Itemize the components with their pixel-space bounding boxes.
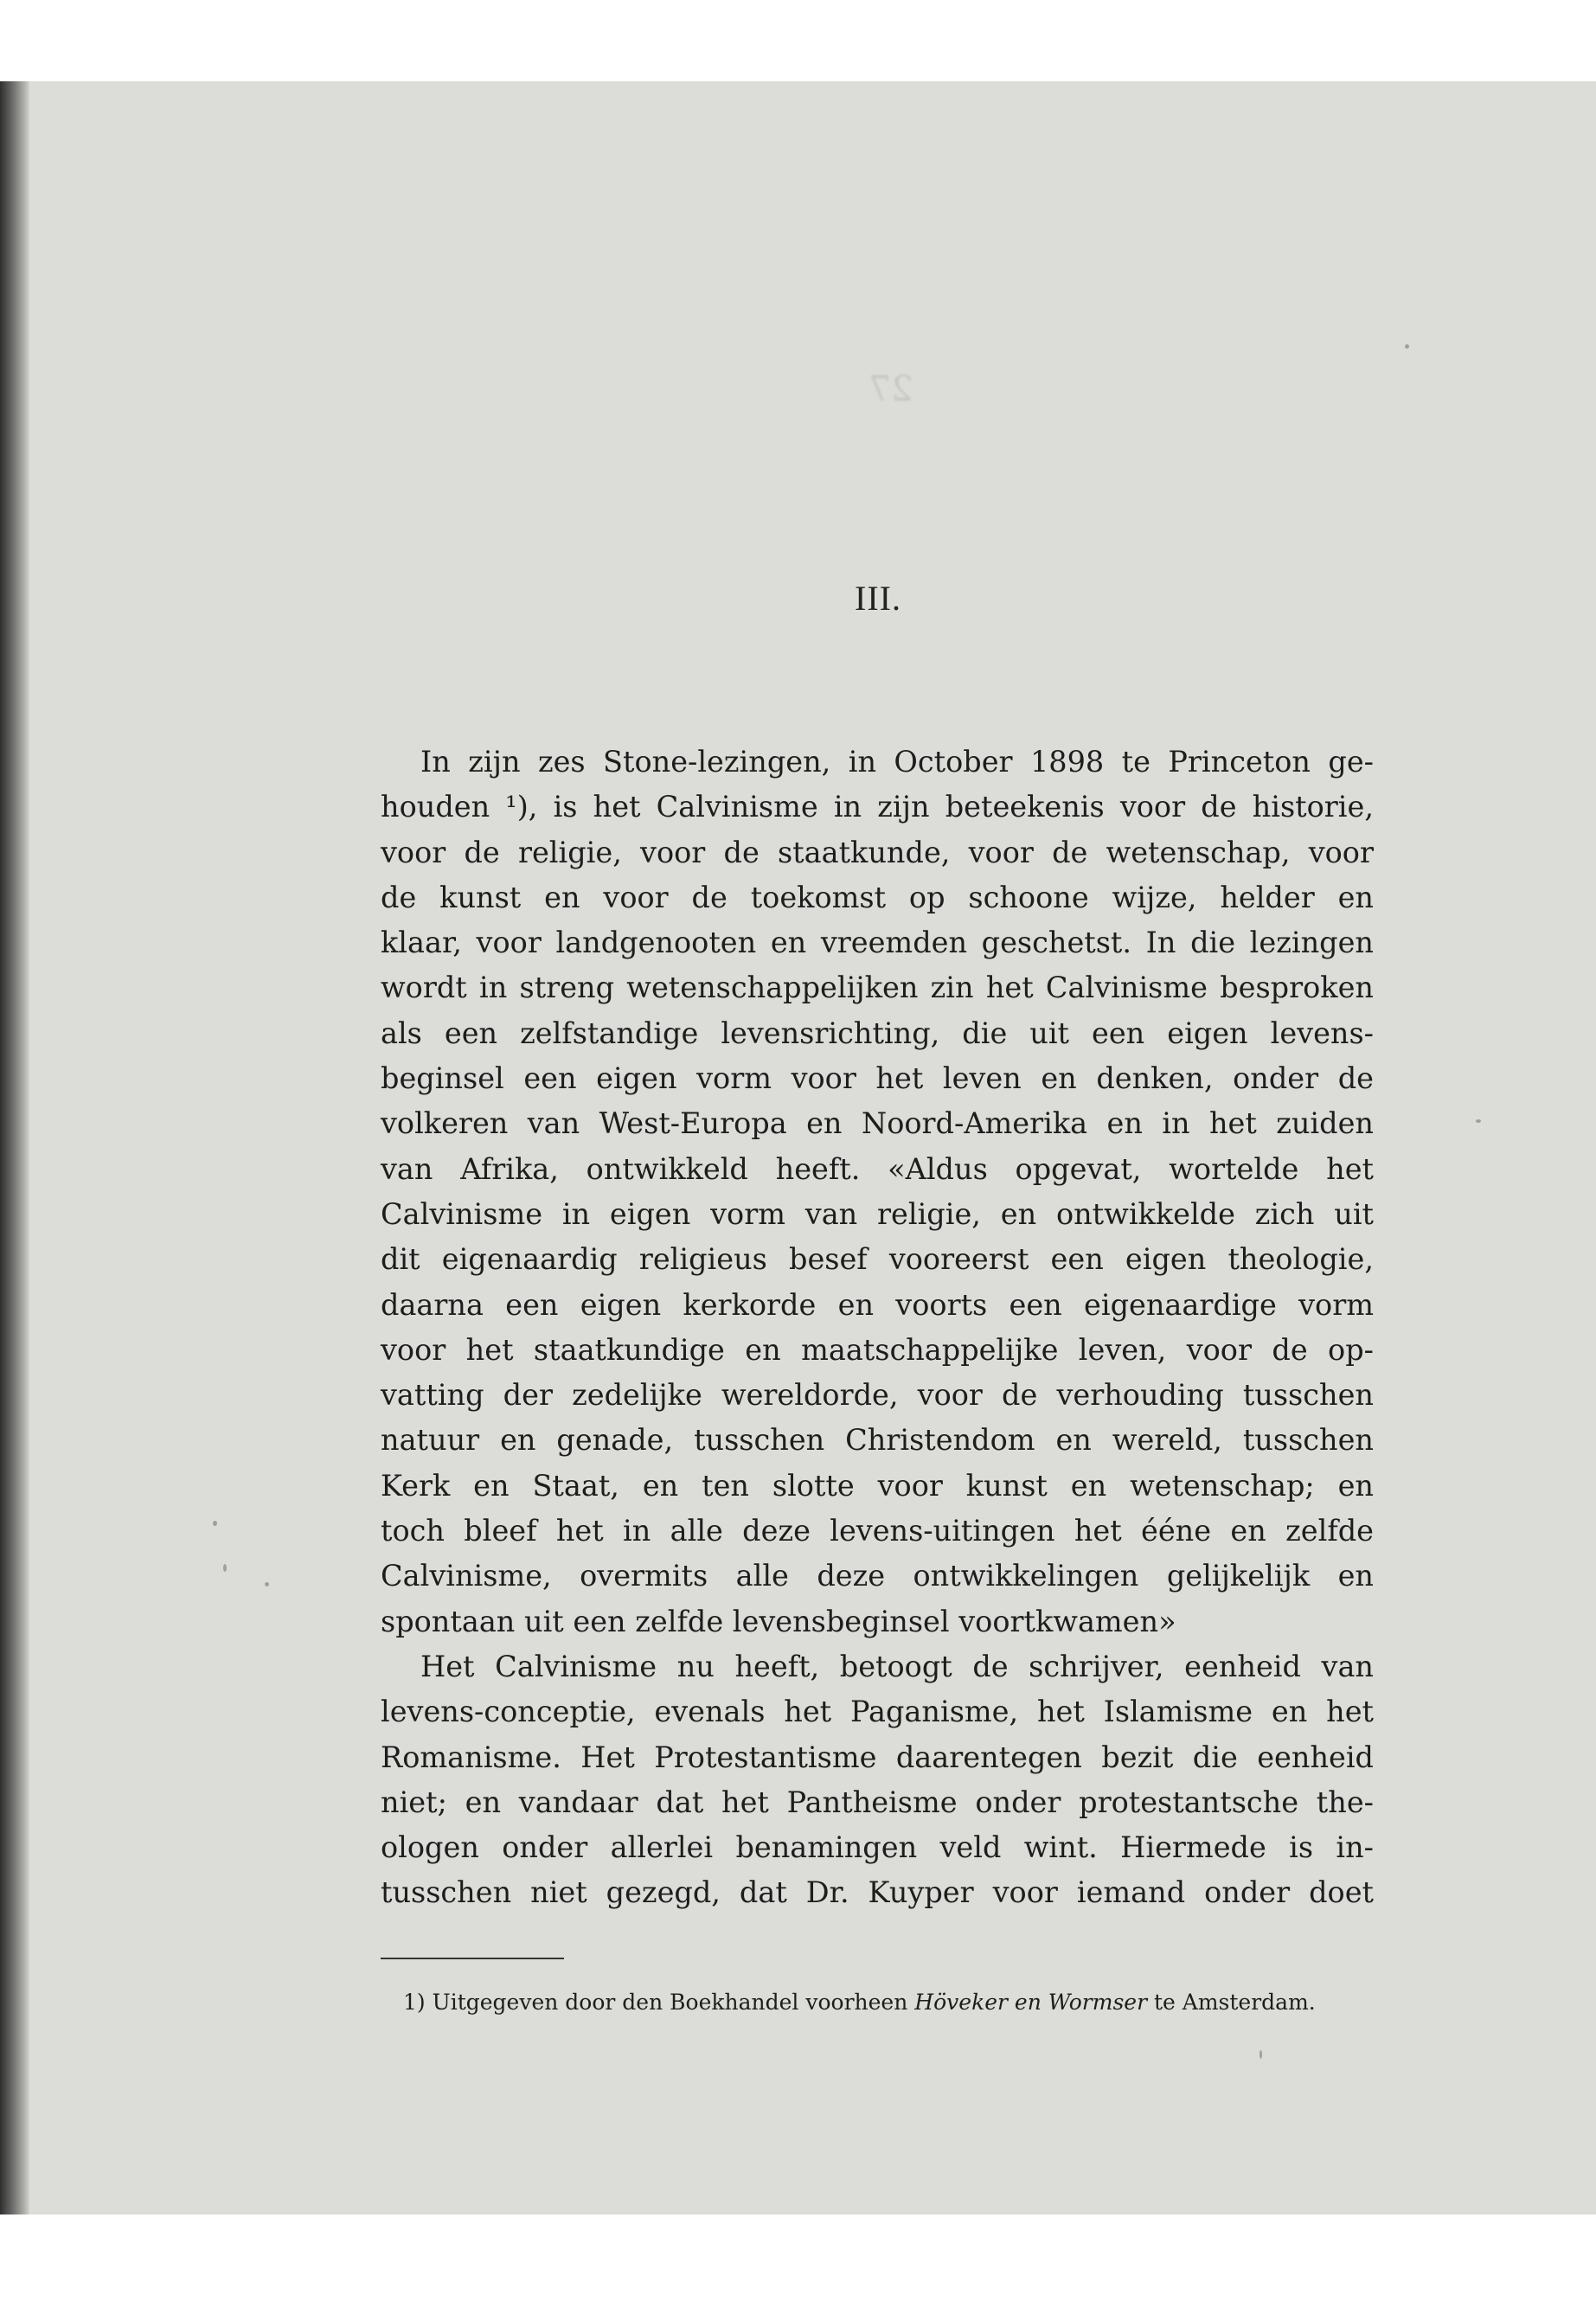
text-line: Kerk en Staat, en ten slotte voor kunst en wetenschap; en: [381, 1468, 1374, 1503]
footnote-location: te Amsterdam.: [1154, 1990, 1316, 2015]
text-line: beginsel een eigen vorm voor het leven en denken, onder de: [381, 1061, 1374, 1096]
text-line: de kunst en voor de toekomst op schoone wijze, helder en: [381, 880, 1374, 914]
text-line: wordt in streng wetenschappelijken zin het Calvinisme besproken: [381, 971, 1374, 1005]
text-line: tusschen niet gezegd, dat Dr. Kuyper voor iemand onder doet: [381, 1875, 1374, 1910]
text-line: Het Calvinisme nu heeft, betoogt de schrijver, eenheid van: [420, 1649, 1374, 1683]
text-line: In zijn zes Stone-lezingen, in October 1898 te Princeton ge-: [420, 745, 1374, 779]
text-line: ologen onder allerlei benamingen veld wint. Hiermede is in-: [381, 1830, 1374, 1865]
text-line: van Afrika, ontwikkeld heeft. «Aldus opgevat, wortelde het: [381, 1151, 1374, 1186]
footnote-rule: [381, 1958, 564, 1959]
book-spine-shadow: [0, 81, 29, 2214]
dust-speck: [1405, 344, 1409, 349]
text-line: voor de religie, voor de staatkunde, voor de wetenschap, voor: [381, 835, 1374, 869]
text-line: klaar, voor landgenooten en vreemden geschetst. In die lezingen: [381, 926, 1374, 960]
paragraph-1: [381, 740, 1374, 1644]
dust-speck: [213, 1521, 217, 1526]
dust-speck: [1476, 1119, 1481, 1123]
text-line: Calvinisme in eigen vorm van religie, en ontwikkelde zich uit: [381, 1196, 1374, 1231]
text-line: levens-conceptie, evenals het Paganisme, het Islamisme en het: [381, 1695, 1374, 1729]
text-line: Romanisme. Het Protestantisme daarentegen bezit die eenheid: [381, 1740, 1374, 1774]
paragraph-2: [381, 1644, 1374, 1916]
publisher-names: Höveker en Wormser: [914, 1990, 1148, 2015]
dust-speck: [265, 1582, 269, 1586]
dust-speck: [1259, 2050, 1262, 2059]
show-through-text: 27: [869, 369, 913, 409]
section-heading: III.: [855, 579, 901, 618]
footnote-text: Uitgegeven door den Boekhandel voorheen: [432, 1990, 908, 2015]
dust-speck: [223, 1564, 227, 1572]
text-line: niet; en vandaar dat het Pantheisme onder protestantsche the-: [381, 1785, 1374, 1819]
text-line: toch bleef het in alle deze levens-uitingen het ééne en zelfde: [381, 1514, 1374, 1548]
text-line: volkeren van West-Europa en Noord-Amerika en in het zuiden: [381, 1106, 1374, 1141]
text-line: voor het staatkundige en maatschappelijke leven, voor de op-: [381, 1332, 1374, 1367]
text-line: Calvinisme, overmits alle deze ontwikkelingen gelijkelijk en: [381, 1559, 1374, 1593]
body-text: [381, 740, 1374, 1916]
footnote: [403, 1990, 1316, 2015]
footnote-marker: 1): [403, 1990, 426, 2015]
text-line: houden ¹), is het Calvinisme in zijn beteekenis voor de historie,: [381, 790, 1374, 824]
text-line: daarna een eigen kerkorde en voorts een eigenaardige vorm: [381, 1287, 1374, 1322]
text-line: dit eigenaardig religieus besef vooreerst een eigen theologie,: [381, 1242, 1374, 1277]
text-line: spontaan uit een zelfde levensbeginsel voortkwamen»: [381, 1604, 1176, 1638]
text-line: als een zelfstandige levensrichting, die uit een eigen levens-: [381, 1016, 1374, 1050]
text-line: natuur en genade, tusschen Christendom en wereld, tusschen: [381, 1423, 1374, 1458]
text-line: vatting der zedelijke wereldorde, voor de verhouding tusschen: [381, 1378, 1374, 1413]
